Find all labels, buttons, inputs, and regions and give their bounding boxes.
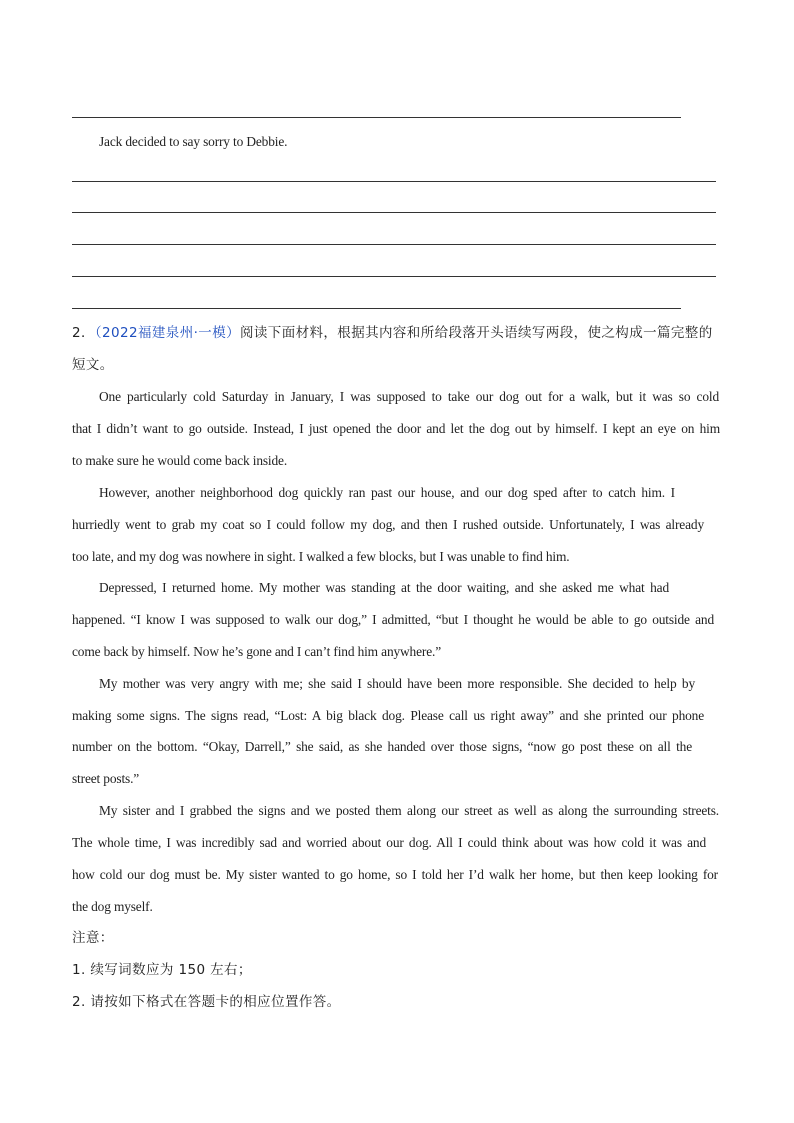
question-source: （2022福建泉州·一模） [94, 325, 240, 341]
answer-line [72, 117, 681, 118]
passage-line: The whole time, I was incredibly sad and worried about our dog. All I could think about was how cold it was and [72, 835, 706, 850]
paragraph-prompt: Jack decided to say sorry to Debbie. [99, 134, 288, 149]
passage-line: Depressed, I returned home. My mother was standing at the door waiting, and she asked me what had [99, 580, 669, 595]
passage-line: come back by himself. Now he’s gone and I can’t find him anywhere.” [72, 644, 441, 659]
notes-item: 1. 续写词数应为 150 左右； [72, 962, 252, 978]
notes-heading: 注意： [72, 930, 114, 946]
question-instruction-cont: 短文。 [72, 357, 114, 373]
passage-line: However, another neighborhood dog quickly ran past our house, and our dog sped after to catch him. I [99, 485, 675, 500]
passage-line: too late, and my dog was nowhere in sight. I walked a few blocks, but I was unable to find him. [72, 549, 570, 564]
answer-line [72, 212, 716, 213]
passage-line: the dog myself. [72, 899, 153, 914]
passage-line: how cold our dog must be. My sister wanted to go home, so I told her I’d walk her home, but then keep looking for [72, 867, 718, 882]
passage-line: One particularly cold Saturday in January, I was supposed to take our dog out for a walk, but it was so cold [99, 389, 719, 404]
answer-line [72, 181, 716, 182]
passage-line: that I didn’t want to go outside. Instead, I just opened the door and let the dog out by himself. I kept an eye on him [72, 421, 720, 436]
passage-line: hurriedly went to grab my coat so I could follow my dog, and then I rushed outside. Unfortunately, I was already [72, 517, 704, 532]
notes-item: 2. 请按如下格式在答题卡的相应位置作答。 [72, 994, 341, 1010]
passage-line: to make sure he would come back inside. [72, 453, 288, 468]
answer-line [72, 308, 681, 309]
passage-line: street posts.” [72, 771, 140, 786]
passage-line: making some signs. The signs read, “Lost: A big black dog. Please call us right away” and she printed our phone [72, 708, 704, 723]
passage-line: My mother was very angry with me; she said I should have been more responsible. She decided to help by [99, 676, 695, 691]
answer-line [72, 276, 716, 277]
question-number: 2． [72, 325, 95, 341]
question-instruction: 阅读下面材料，根据其内容和所给段落开头语续写两段，使之构成一篇完整的 [240, 325, 713, 341]
passage-line: My sister and I grabbed the signs and we posted them along our street as well as along the surrounding streets. [99, 803, 719, 818]
passage-line: happened. “I know I was supposed to walk our dog,” I admitted, “but I thought he would be able to go outside and [72, 612, 714, 627]
answer-line [72, 244, 716, 245]
passage-line: number on the bottom. “Okay, Darrell,” she said, as she handed over those signs, “now go post these on all the [72, 739, 692, 754]
question-heading [72, 317, 720, 349]
